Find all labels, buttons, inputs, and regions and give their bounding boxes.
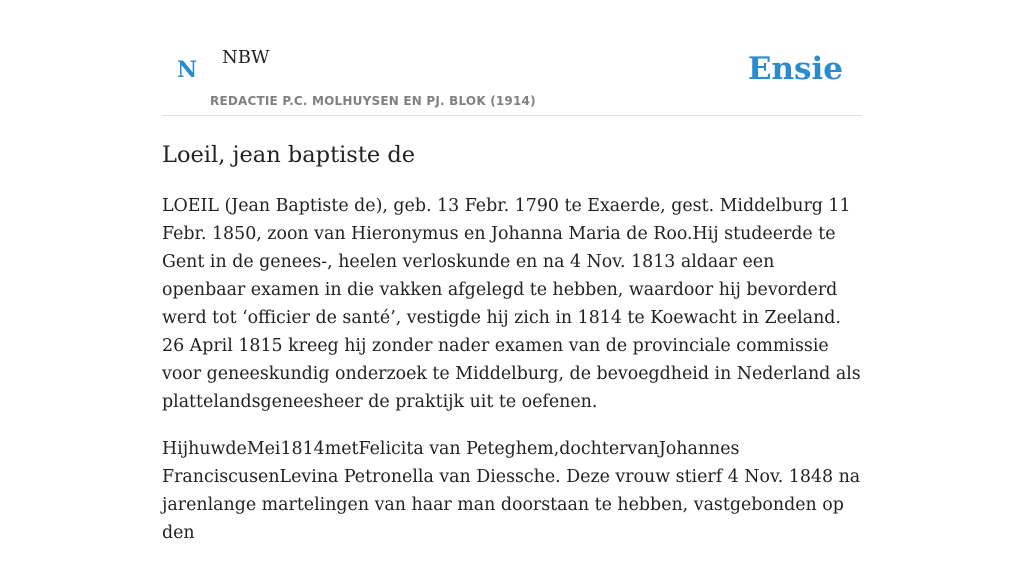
article-paragraph: HijhuwdeMei1814metFelicita van Peteghem,dochtervanJohannes FranciscusenLevina Petronella van Diessche. Deze vrouw stierf 4 Nov. 1848 na jarenlange martelingen van haar man doorstaan te hebben, vastgebonden op den [162,439,861,543]
page [162,0,862,543]
site-header [162,0,862,116]
article-paragraph: LOEIL (Jean Baptiste de), geb. 13 Febr. 1790 te Exaerde, gest. Middelburg 11 Febr. 1850, zoon van Hieronymus en Johanna Maria de Roo.Hij studeerde te Gent in de genees-, heelen verloskunde en na 4 Nov. 1813 aldaar een openbaar examen in die vakken afgelegd te hebben, waardoor hij bevorderd werd tot ‘officier de santé’, vestigde hij zich in 1814 te Koewacht in Zeeland. 26 April 1815 kreeg hij zonder nader examen van de provinciale commissie voor geneeskundig onderzoek te Middelburg, de bevoegdheid in Nederland als plattelandsgeneesheer de praktijk uit te oefenen. [162,196,861,412]
brand-logo-link[interactable]: Ensie [747,51,843,87]
publication-subtitle: REDACTIE P.C. MOLHUYSEN EN PJ. BLOK (1914) [210,94,536,108]
article-body [162,192,862,566]
article-title: Loeil, jean baptiste de [162,142,416,168]
publication-name[interactable]: NBW [222,47,270,68]
publication-logo[interactable]: N [177,57,198,83]
